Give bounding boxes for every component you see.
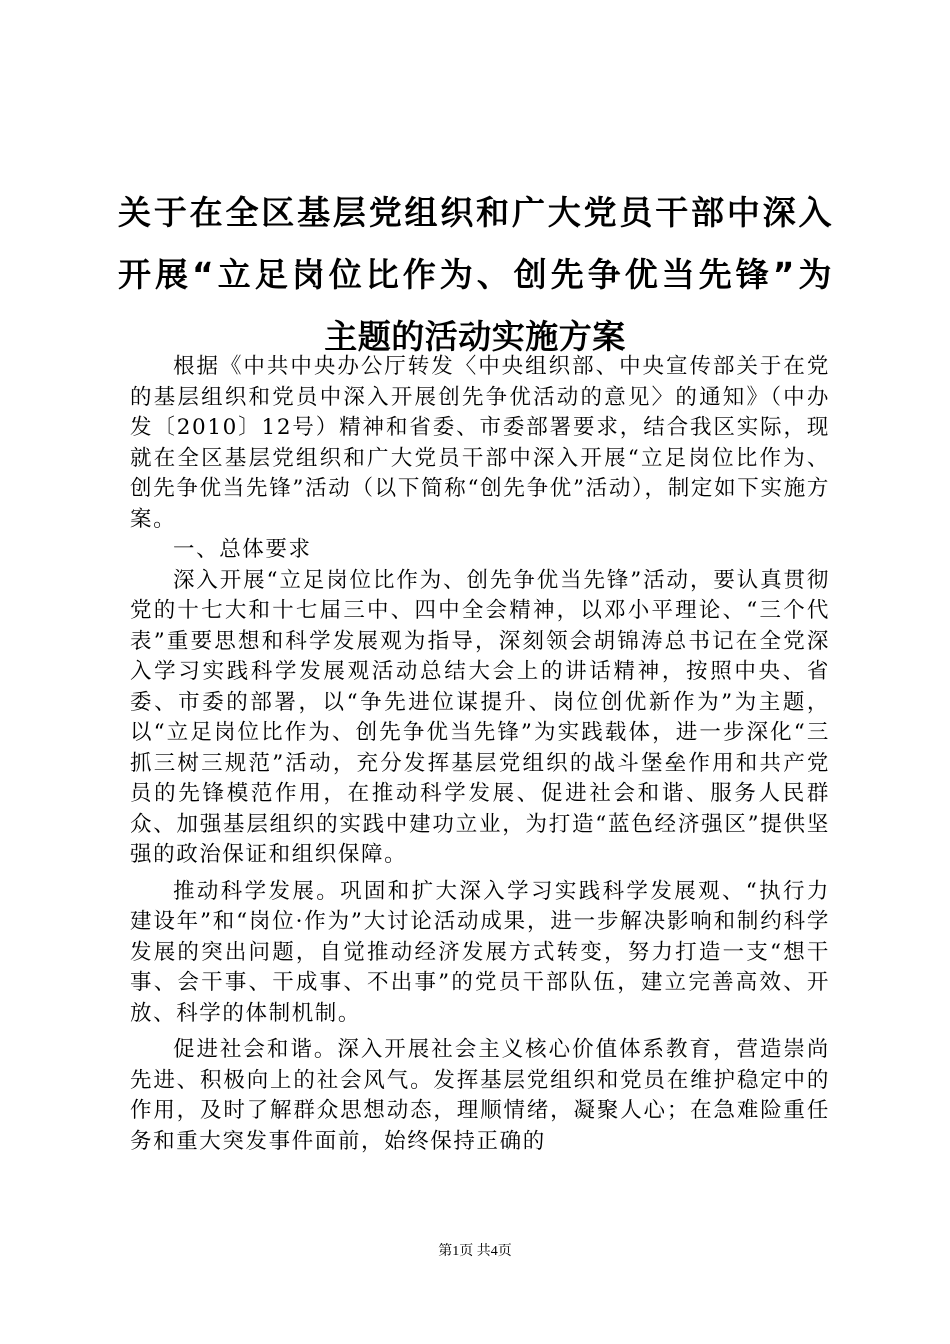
paragraph-promote-harmony: 促进社会和谐。深入开展社会主义核心价值体系教育，营造崇尚先进、积极向上的社会风气。发挥基层党组织和党员在维护稳定中的作用，及时了解群众思想动态，理顺情绪，凝聚人心；在急难险重任务和重大突发事件面前，始终保持正确的: [130, 1037, 830, 1154]
title-line-1: 关于在全区基层党组织和广大党员干部中深入: [118, 193, 832, 232]
document-title: [118, 182, 832, 368]
document-body: [130, 352, 830, 1157]
page-footer: 第1页 共4页: [438, 1244, 512, 1259]
section-heading-overall-requirements: 一、总体要求: [173, 537, 312, 562]
paragraph-promote-development: 推动科学发展。巩固和扩大深入学习实践科学发展观、“执行力建设年”和“岗位·作为”大讨论活动成果，进一步解决影响和制约科学发展的突出问题，自觉推动经济发展方式转变，努力打造一支“想干事、会干事、干成事、不出事”的党员干部队伍，建立完善高效、开放、科学的体制机制。: [130, 878, 830, 1026]
paragraph-overall-requirements: 深入开展“立足岗位比作为、创先争优当先锋”活动，要认真贯彻党的十七大和十七届三中、四中全会精神，以邓小平理论、“三个代表”重要思想和科学发展观为指导，深刻领会胡锦涛总书记在全党深入学习实践科学发展观活动总结大会上的讲话精神，按照中央、省委、市委的部署，以“争先进位谋提升、岗位创优新作为”为主题，以“立足岗位比作为、创先争优当先锋”为实践载体，进一步深化“三抓三树三规范”活动，充分发挥基层党组织的战斗堡垒作用和共产党员的先锋模范作用，在推动科学发展、促进社会和谐、服务人民群众、加强基层组织的实践中建功立业，为打造“蓝色经济强区”提供坚强的政治保证和组织保障。: [130, 567, 830, 867]
title-line-3: 主题的活动实施方案: [324, 317, 626, 356]
title-line-2: 开展“立足岗位比作为、创先争优当先锋”为: [118, 255, 832, 294]
paragraph-intro: 根据《中共中央办公厅转发〈中央组织部、中央宣传部关于在党的基层组织和党员中深入开展创先争优活动的意见〉的通知》（中办发〔2010〕12号）精神和省委、市委部署要求，结合我区实际，现就在全区基层党组织和广大党员干部中深入开展“立足岗位比作为、创先争优当先锋”活动（以下简称“创先争优”活动），制定如下实施方案。: [130, 354, 830, 532]
